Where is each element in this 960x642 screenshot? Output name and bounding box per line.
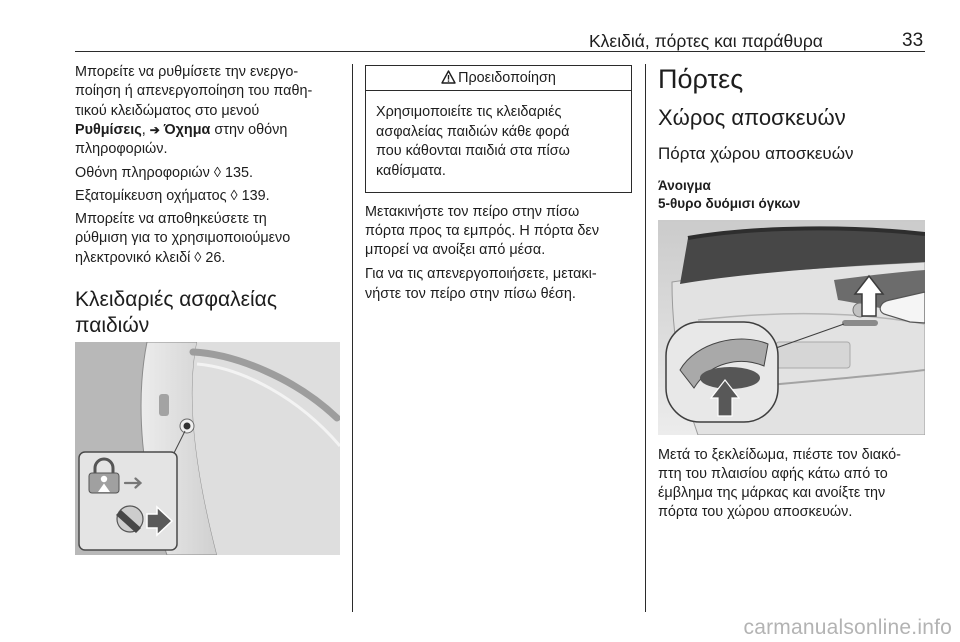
warning-line: Χρησιμοποιείτε τις κλειδαριές <box>376 104 562 120</box>
topic-heading: Πόρτα χώρου αποσκευών <box>658 144 854 163</box>
section-heading: Πόρτες <box>658 64 744 94</box>
text-line: πόρτα προς τα εμπρός. Η πόρτα δεν <box>365 222 600 239</box>
warning-line: ασφαλείας παιδιών κάθε φορά <box>376 123 570 140</box>
heading-line: Κλειδαριές ασφαλείας <box>75 288 277 311</box>
child-lock-pin <box>184 423 191 430</box>
text-line: μπορεί να ανοίξει από μέσα. <box>365 242 546 259</box>
header-rule <box>75 51 925 52</box>
detail-inset <box>666 322 778 422</box>
warning-line: καθίσματα. <box>376 162 446 179</box>
warning-body <box>366 91 631 181</box>
warning-line: που κάθονται παιδιά στα πίσω <box>376 143 570 159</box>
text-line: Μπορείτε να αποθηκεύσετε τη <box>75 211 267 228</box>
warning-header <box>366 66 631 91</box>
detail-inset <box>79 452 177 550</box>
child-locks-heading <box>75 287 277 339</box>
deactivate-child-lock-paragraph <box>365 265 597 304</box>
text-line: Μετακινήστε τον πείρο στην πίσω <box>365 203 580 220</box>
text-line: Μπορείτε να ρυθμίσετε την ενεργο- <box>75 64 299 80</box>
menu-path-suffix: στην οθόνη <box>214 121 288 138</box>
tailgate-opening-instructions <box>658 446 901 523</box>
activate-child-lock-paragraph <box>365 203 599 261</box>
text-line: έμβλημα της μάρκας και ανοίξτε την <box>658 484 886 501</box>
child-head <box>101 476 107 482</box>
warning-box <box>365 65 632 193</box>
opening-label: Άνοιγμα <box>658 178 711 193</box>
text-line: ποίηση ή απενεργοποίηση του παθη- <box>75 83 313 100</box>
column-divider-right <box>645 64 646 612</box>
vehicle-menu-label: Όχημα <box>163 121 211 138</box>
child-lock-illustration <box>75 342 340 555</box>
running-header-title: Κλειδιά, πόρτες και παράθυρα <box>589 31 823 51</box>
text-line: Για να τις απενεργοποιήσετε, μετακι- <box>365 266 597 283</box>
text-line: πτη του πλαισίου αφής κάτω από το <box>658 465 888 482</box>
warning-exclamation-bar <box>448 75 449 80</box>
vehicle-personalization-reference: Εξατομίκευση οχήματος ◊ 139. <box>75 187 270 204</box>
subsection-heading: Χώρος αποσκευών <box>658 105 846 130</box>
body-type-label: 5-θυρο δυόμισι όγκων <box>658 196 801 211</box>
save-setting-paragraph <box>75 210 290 268</box>
source-watermark: carmanualsonline.info <box>743 616 952 639</box>
text-line: τικού κλειδώματος στο μενού <box>75 102 260 119</box>
warning-triangle-icon <box>441 70 456 84</box>
text-line: ρύθμιση για το χρησιμοποιούμενο <box>75 230 291 247</box>
settings-menu-label: Ρυθμίσεις <box>75 121 142 138</box>
warning-title: Προειδοποίηση <box>458 70 556 86</box>
menu-path-line <box>75 121 312 140</box>
menu-arrow-icon: ➔ <box>149 122 160 137</box>
page-number: 33 <box>902 30 924 51</box>
menu-comma: , <box>141 121 146 138</box>
passive-locking-paragraph <box>75 63 312 159</box>
text-line: Μετά το ξεκλείδωμα, πιέστε τον διακό- <box>658 446 901 463</box>
column-divider-left <box>352 64 353 612</box>
warning-exclamation-dot <box>448 80 449 81</box>
text-line: πόρτα του χώρου αποσκευών. <box>658 504 853 521</box>
text-line: ηλεκτρονικό κλειδί ◊ 26. <box>75 249 226 266</box>
license-plate-recess <box>776 342 850 368</box>
heading-line: παιδιών <box>75 314 150 337</box>
door-check-slot <box>159 394 169 416</box>
tailgate-handle <box>842 320 878 326</box>
text-line: νήστε τον πείρο στην πίσω θέση. <box>365 285 576 302</box>
tailgate-illustration <box>658 220 925 435</box>
text-line: πληροφοριών. <box>75 141 168 158</box>
info-display-reference: Οθόνη πληροφοριών ◊ 135. <box>75 164 253 181</box>
